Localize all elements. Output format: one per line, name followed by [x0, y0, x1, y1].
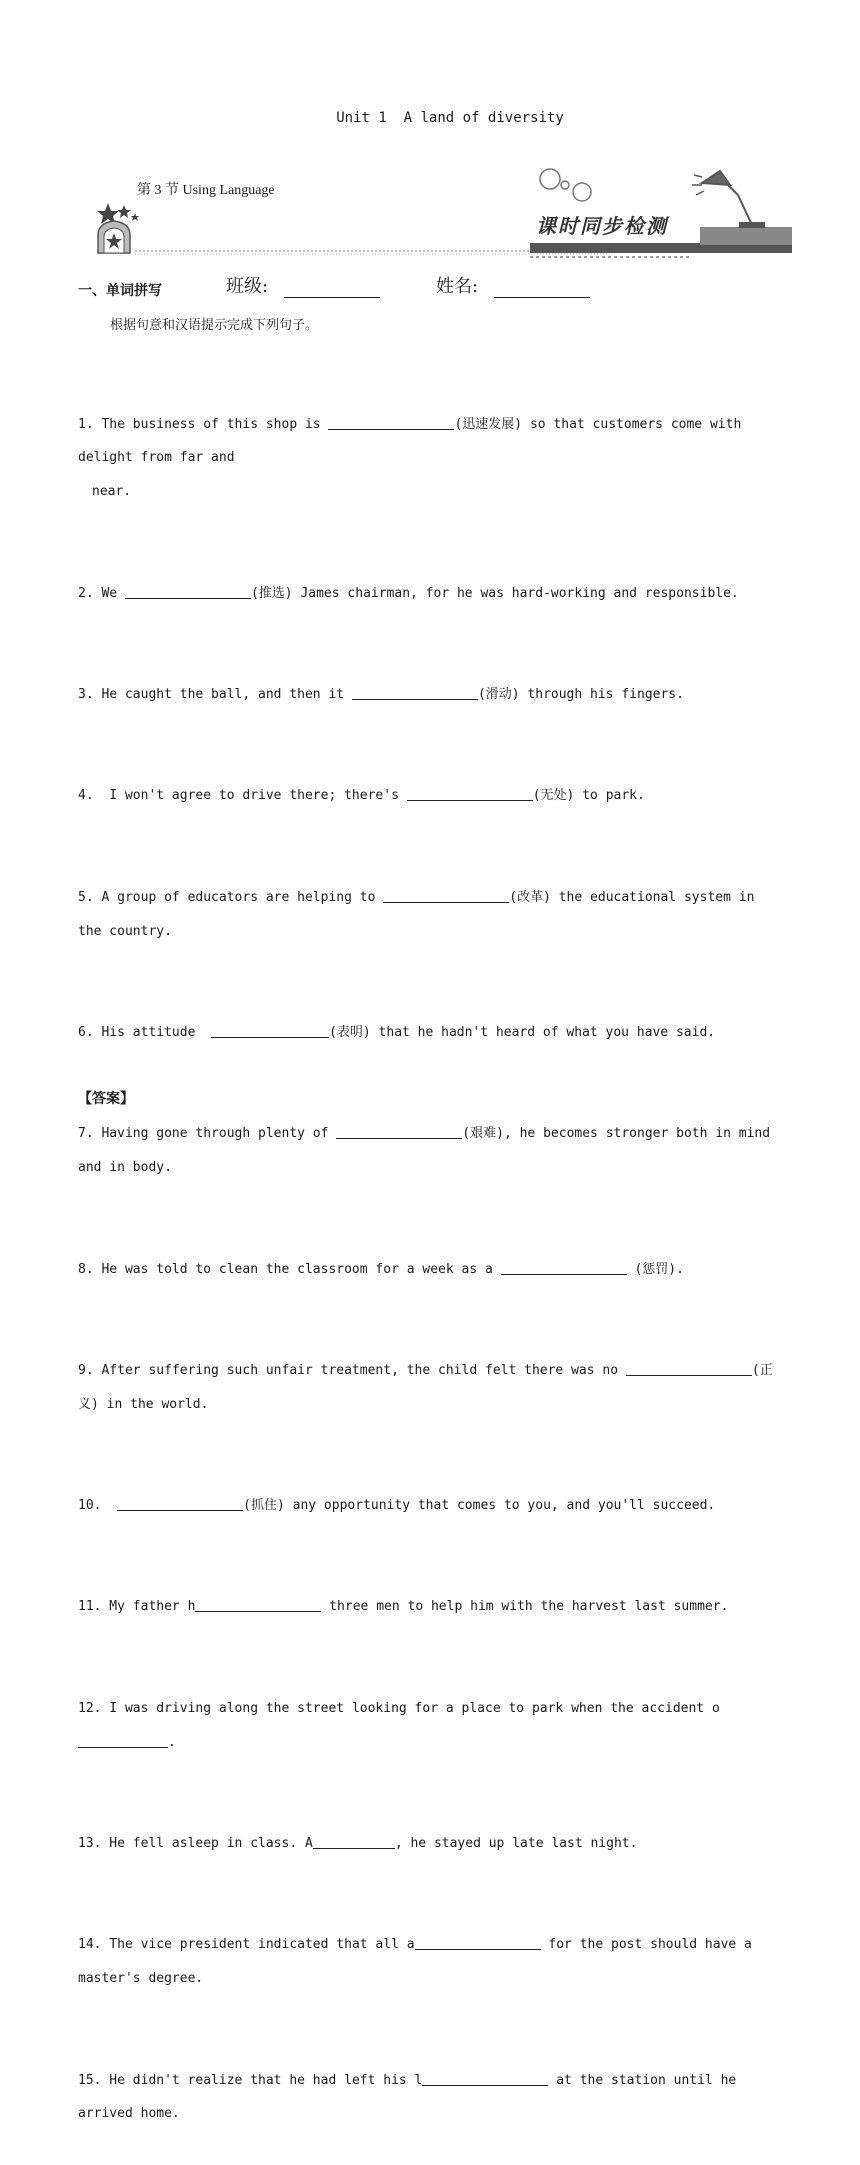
- answer-blank[interactable]: [313, 1834, 395, 1849]
- question-item: 14. The vice president indicated that all a for the post should have a master's degree.: [78, 1937, 760, 1987]
- answer-blank[interactable]: [195, 1597, 321, 1612]
- instruction: 根据句意和汉语提示完成下列句子。: [110, 318, 319, 333]
- question-item: 12. I was driving along the street looking for a place to park when the accident o.: [78, 1700, 720, 1750]
- answer-blank[interactable]: [125, 584, 251, 599]
- question-item: 2. We (推选) James chairman, for he was hard-working and responsible.: [78, 585, 739, 601]
- answer-blank[interactable]: [626, 1361, 752, 1376]
- answer-blank[interactable]: [117, 1496, 243, 1511]
- answer-label: 【答案】: [78, 1091, 134, 1107]
- name-field: [436, 272, 590, 298]
- section-label: 第 3 节 Using Language: [137, 183, 275, 198]
- unit-title: Unit 1 A land of diversity: [336, 110, 564, 126]
- answer-blank[interactable]: [352, 685, 478, 700]
- question-item: 15. He didn't realize that he had left his l at the station until he arrived home.: [78, 2072, 745, 2122]
- part-label: 一、单词拼写: [78, 283, 162, 299]
- question-item: 13. He fell asleep in class. A , he stayed up late last night.: [78, 1836, 638, 1852]
- answer-blank[interactable]: [336, 1124, 462, 1139]
- question-item: 9. After suffering such unfair treatment, the child felt there was no (正义) in the world.: [78, 1362, 773, 1412]
- answer-blank[interactable]: [383, 888, 509, 903]
- answer-blank[interactable]: [328, 415, 454, 430]
- desk-lamp-icon: [692, 171, 764, 227]
- question-item: 4. I won't agree to drive there; there's (无处) to park.: [78, 788, 645, 804]
- question-item: 8. He was told to clean the classroom for a week as a (惩罚).: [78, 1261, 684, 1277]
- answer-blank[interactable]: [501, 1260, 627, 1275]
- question-item: 5. A group of educators are helping to (改革) the educational system in the country.: [78, 889, 763, 939]
- bubble-icons: [540, 169, 591, 201]
- question-item: 11. My father h three men to help him with the harvest last summer.: [78, 1599, 729, 1615]
- class-field: [226, 272, 380, 298]
- class-label: 班级:: [226, 276, 269, 297]
- class-blank[interactable]: [284, 297, 380, 298]
- badge-icon: [98, 221, 130, 253]
- answer-blank[interactable]: [422, 2071, 548, 2086]
- question-item: 10. (抓住) any opportunity that comes to you, and you'll succeed.: [78, 1498, 716, 1514]
- answer-blank[interactable]: [211, 1023, 329, 1038]
- banner-title: 课时同步检测: [536, 214, 668, 238]
- answer-blank[interactable]: [407, 786, 533, 801]
- lesson-banner: [90, 155, 800, 265]
- question-item: 7. Having gone through plenty of (艰难), he becomes stronger both in mind and in body.: [78, 1126, 778, 1176]
- question-list: [78, 340, 783, 2165]
- question-item: 6. His attitude (表明) that he hadn't heard of what you have said.: [78, 1024, 716, 1040]
- answer-blank[interactable]: [415, 1935, 541, 1950]
- name-blank[interactable]: [494, 297, 590, 298]
- question-item: 3. He caught the ball, and then it (滑动) through his fingers.: [78, 686, 684, 702]
- answer-blank[interactable]: [78, 1733, 168, 1748]
- question-item: 1. The business of this shop is (迅速发展) so that customers come with delight from far and near.: [78, 416, 750, 500]
- name-label: 姓名:: [436, 276, 479, 297]
- star-icon: [97, 203, 139, 224]
